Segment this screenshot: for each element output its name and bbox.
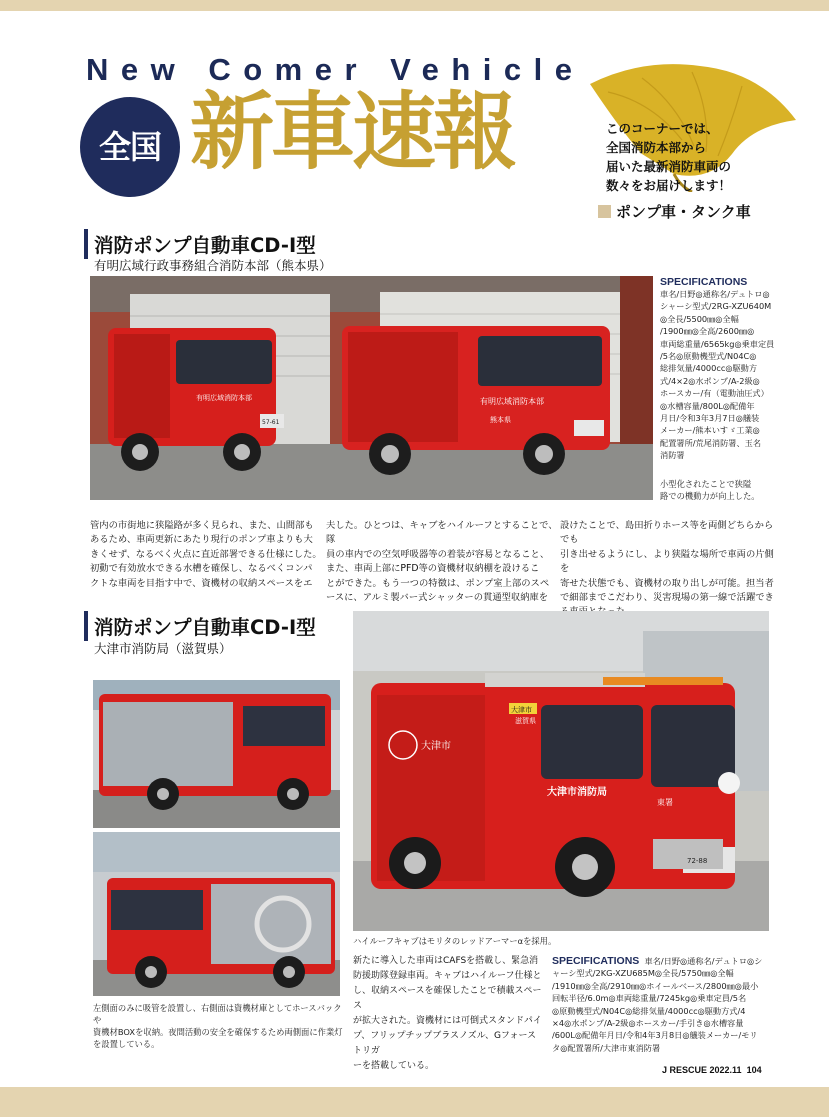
category-square-icon	[598, 205, 611, 218]
main-photo-front-text: 東署	[657, 798, 673, 807]
article2-title-bar	[84, 611, 88, 641]
main-photo-door-text: 大津市消防局	[547, 787, 607, 798]
article2-photo-main	[353, 611, 769, 931]
article2-photo-right-side	[93, 832, 340, 996]
article2-spec-text: SPECIFICATIONS 車名/日野◎通称名/デュトロ◎シ ャーシ型式/2KG-XZU685M◎全長/5750㎜◎全幅 /1910㎜◎全高/2910㎜◎ホイールベース/2800㎜◎最小 回転半径/6.0m◎車両総重量/7245kg◎乗車定員/5名 ◎原動機型式/N04C◎総排気量/4000cc◎駆動方式/4 ×4◎水ポンプ/A-2級◎ホースカー/手引き◎水槽容量 /600L◎配備年月日/令和4年3月8日◎艤装メーカー/モリ タ◎配置署所/大津市東消防署	[552, 955, 763, 1053]
category-label: ポンプ車・タンク車	[598, 201, 751, 222]
article1-org: 有明広域行政事務組合消防本部（熊本県）	[94, 258, 332, 273]
nationwide-badge: 全国	[80, 97, 180, 197]
article1-photo-caption: 小型化されたことで狭隘 路での機動力が向上した。	[660, 479, 760, 501]
magazine-name: J RESCUE 2022.11	[662, 1065, 742, 1075]
article2-main-caption: ハイルーフキャブはモリタのレッドアーマーαを採用。	[353, 936, 557, 946]
article2-photo-left-side	[93, 680, 340, 828]
article2-org: 大津市消防局（滋賀県）	[94, 641, 232, 656]
article1-title-bar	[84, 229, 88, 259]
header-lead: このコーナーでは、 全国消防本部から 届いた最新消防車両の 数々をお届けします！	[606, 121, 732, 193]
truck2-door-text: 有明広域消防本部	[480, 397, 544, 406]
article1-title: 消防ポンプ自動車CD-Ⅰ型	[94, 234, 316, 257]
article2-side-caption: 左側面のみに吸管を設置し、右側面は資機材庫としてホースバックや 資機材BOXを収納。夜間活動の安全を確保するため両側面に作業灯 を設置している。	[93, 1003, 343, 1049]
truck2-station-text: 熊本県	[490, 416, 511, 424]
article2-title: 消防ポンプ自動車CD-Ⅰ型	[94, 616, 316, 639]
article2-body: 新たに導入した車両はCAFSを搭載し、緊急消 防援助隊登録車両。キャブはハイルーフ仕様と し、収納スペースを確保したことで積載スペース が拡大された。資機材には可倒式スタンドパイ プ、フリップチップブラスノズル、Gフォーストリガ ーを搭載している。	[353, 956, 542, 1071]
article1-photo	[90, 276, 653, 500]
page-folio	[662, 1065, 762, 1075]
article2-spec-heading: SPECIFICATIONS	[552, 955, 640, 967]
truck1-door-text: 有明広域消防本部	[196, 394, 252, 402]
article1-body-col2: 夫した。ひとつは、キャブをハイルーフとすることで、隊 員の車内での空気呼吸器等の着装が容易となること、 また、車両上部にPFD等の資機材収納棚を設けるこ とができた。もう一つの特徴は、ポンプ室上部のスペ ースに、アルミ製バー式シャッターの貫通型収納庫を	[326, 520, 558, 604]
bottom-band	[0, 1087, 829, 1117]
article1-spec-text: 車名/日野◎通称名/デュトロ◎ シャーシ型式/2RG-XZU640M ◎全長/5500㎜◎全幅 /1900㎜◎全高/2600㎜◎ 車両総重量/6565kg◎乗車定員 /5名◎原動機型式/N04C◎ 総排気量/4000cc◎駆動方 式/4×2◎水ポンプ/A-2級◎ ホースカー/有（電動油圧式） ◎水槽容量/800L◎配備年 月日/令和3年3月7日◎艤装 メーカー/熊本いすゞ工業◎ 配置署所/荒尾消防署、玉名 消防署	[660, 289, 775, 461]
main-photo-logo-text: 大津市	[421, 741, 451, 752]
main-title: 新車速報	[190, 83, 515, 181]
article1-body-col3: 設けたことで、島田折りホース等を両側どちらからでも 引き出せるようにし、より狭隘な場所で車両の片側を 寄せた状態でも、資機材の取り出しが可能。担当者 で細部までこだわり、災害現場の第一線で活躍でき	[560, 520, 774, 604]
page-number: 104	[746, 1065, 762, 1075]
article1-body-col1: 管内の市街地に狭隘路が多く見られ、また、山間部も あるため、車両更新にあたり現行のポンプ車よりも大 きくせず、なるべく火点に直近部署できる仕様にした。 初動で有効放水できる水槽を確保し、なるべくコンパ クトな車両を目指す中で、資機材の収納スペースをエ	[90, 520, 322, 589]
main-photo-plate-text: 72-88	[687, 857, 708, 865]
truck1-plate-text: 57-61	[262, 419, 280, 426]
article1-spec-heading: SPECIFICATIONS	[660, 276, 748, 288]
top-band	[0, 0, 829, 11]
main-photo-side-text: 滋賀県	[515, 717, 536, 725]
main-photo-badge-text: 大津市	[511, 706, 532, 714]
english-title: New Comer Vehicle	[86, 52, 585, 87]
